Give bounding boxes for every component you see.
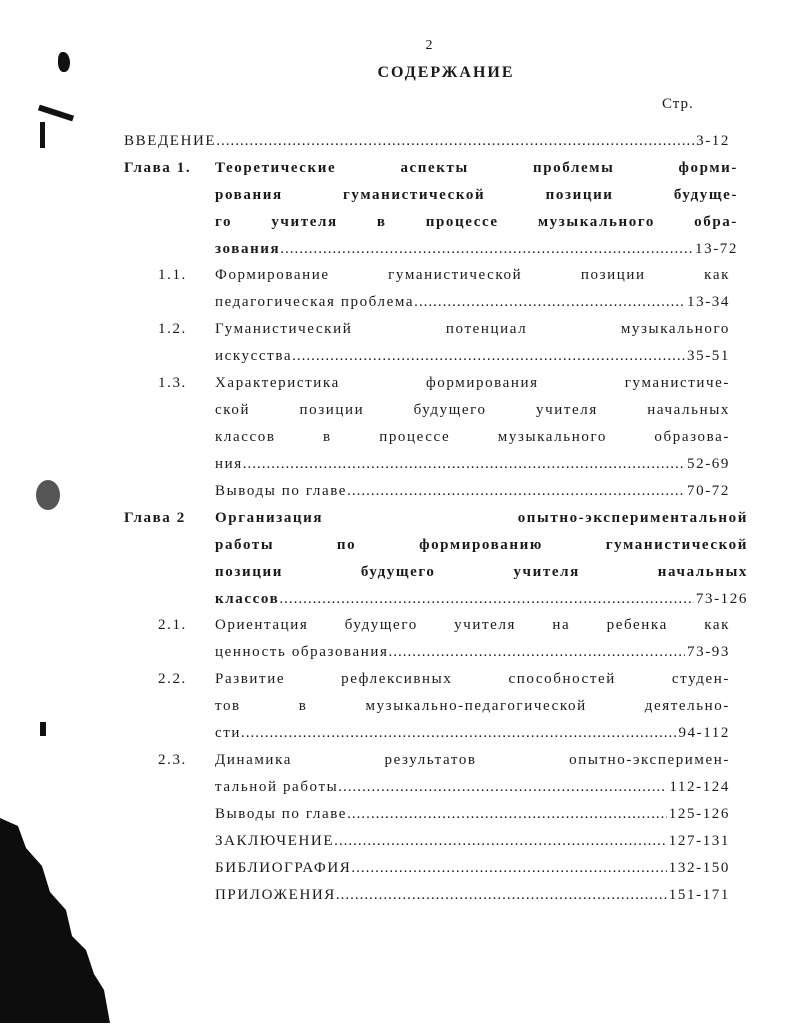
scan-speck (36, 480, 60, 510)
toc-entry-text: Ориентация будущего учителя на ребенка как (215, 617, 730, 633)
toc-entry-text: ценность образования (215, 644, 389, 660)
dot-leader (216, 128, 694, 155)
toc-entry-number: 1.1. (158, 267, 187, 283)
dot-leader (334, 828, 667, 855)
toc-entry-text: Динамика результатов опытно-эксперимен- (215, 752, 730, 768)
toc-entry-line (215, 236, 738, 263)
toc-entry-number: 2.1. (158, 617, 187, 633)
toc-entry-line (215, 801, 730, 828)
dot-leader (292, 343, 685, 370)
toc-entry-text: сти (215, 725, 242, 741)
dot-leader (336, 882, 667, 909)
toc-entry-pages: 127-131 (668, 833, 730, 849)
toc-entry-pages: 13-34 (687, 294, 730, 310)
toc-entry-text: позиции будущего учителя начальных (215, 564, 748, 580)
dot-leader (347, 801, 667, 828)
toc-entry-pages: 73-126 (695, 591, 748, 607)
toc-entry-pages: 70-72 (687, 483, 730, 499)
toc-entry-text: Выводы по главе (215, 483, 348, 499)
toc-entry-text: классов (215, 591, 280, 607)
dot-leader (389, 639, 685, 666)
scan-speck (40, 122, 45, 148)
scan-shadow (0, 818, 112, 1023)
scan-speck (40, 722, 46, 736)
toc-entry-pages: 13-72 (695, 241, 738, 257)
dot-leader (351, 855, 666, 882)
toc-entry-text: Теоретические аспекты проблемы форми- (215, 160, 738, 176)
page-number: 2 (425, 38, 433, 53)
toc-entry-number: Глава 1. (124, 160, 192, 176)
toc-entry-pages: 132-150 (668, 860, 730, 876)
toc-entry-text: педагогическая проблема (215, 294, 415, 310)
toc-entry-text: ЗАКЛЮЧЕНИЕ (215, 833, 335, 849)
toc-entry-text: Гуманистический потенциал музыкального (215, 321, 730, 337)
toc-entry-pages: 151-171 (668, 887, 730, 903)
dot-leader (279, 586, 694, 613)
dot-leader (347, 478, 685, 505)
toc-entry-line (215, 855, 730, 882)
toc-entry-number: 1.2. (158, 321, 187, 337)
dot-leader (338, 774, 667, 801)
toc-entry-line (215, 343, 730, 370)
toc-entry-text: тов в музыкально-педагогической деятельно- (215, 698, 730, 714)
toc-entry-text: тальной работы (215, 779, 339, 795)
toc-entry-text: БИБЛИОГРАФИЯ (215, 860, 352, 876)
toc-entry-pages: 112-124 (669, 779, 730, 795)
toc-entry-text: рования гуманистической позиции будуще- (215, 187, 738, 203)
toc-entry-line (215, 828, 730, 855)
pages-column-label: Стр. (662, 96, 694, 112)
toc-entry-line (215, 882, 730, 909)
toc-entry-line (215, 478, 730, 505)
toc-entry-text: Характеристика формирования гуманистиче- (215, 375, 730, 391)
toc-entry-number: Глава 2 (124, 510, 186, 526)
toc-entry-text: искусства (215, 348, 293, 364)
toc-entry-pages: 94-112 (678, 725, 730, 741)
toc-entry-text: зования (215, 241, 281, 257)
toc-entry-line (124, 128, 730, 155)
toc-entry-number: 1.3. (158, 375, 187, 391)
toc-entry-line (215, 774, 730, 801)
scan-speck (38, 105, 74, 122)
toc-entry-pages: 125-126 (668, 806, 730, 822)
toc-entry-number: 2.2. (158, 671, 187, 687)
toc-entry-text: ния (215, 456, 243, 472)
page-title: СОДЕРЖАНИЕ (377, 64, 515, 81)
toc-entry-pages: 35-51 (687, 348, 730, 364)
toc-entry-line (215, 289, 730, 316)
toc-entry-text: классов в процессе музыкального образова- (215, 429, 730, 445)
toc-entry-text: Организация опытно-экспериментальной (215, 510, 748, 526)
toc-entry-text: ПРИЛОЖЕНИЯ (215, 887, 336, 903)
toc-entry-line (215, 586, 748, 613)
toc-entry-pages: 73-93 (687, 644, 730, 660)
toc-entry-text: ской позиции будущего учителя начальных (215, 402, 730, 418)
toc-entry-text: го учителя в процессе музыкального обра- (215, 214, 738, 230)
scan-speck (58, 52, 70, 72)
dot-leader (414, 289, 685, 316)
dot-leader (243, 451, 685, 478)
toc-entry-pages: 52-69 (687, 456, 730, 472)
toc-entry-pages: 3-12 (696, 133, 730, 149)
dot-leader (241, 720, 676, 747)
dot-leader (280, 236, 693, 263)
toc-entry-text: работы по формированию гуманистической (215, 537, 748, 553)
toc-entry-text: Выводы по главе (215, 806, 348, 822)
toc-entry-line (215, 639, 730, 666)
toc-entry-text: ВВЕДЕНИЕ (124, 133, 217, 149)
toc-entry-line (215, 451, 730, 478)
toc-entry-line (215, 720, 730, 747)
toc-entry-text: Развитие рефлексивных способностей студен- (215, 671, 730, 687)
toc-entry-text: Формирование гуманистической позиции как (215, 267, 730, 283)
toc-entry-number: 2.3. (158, 752, 187, 768)
